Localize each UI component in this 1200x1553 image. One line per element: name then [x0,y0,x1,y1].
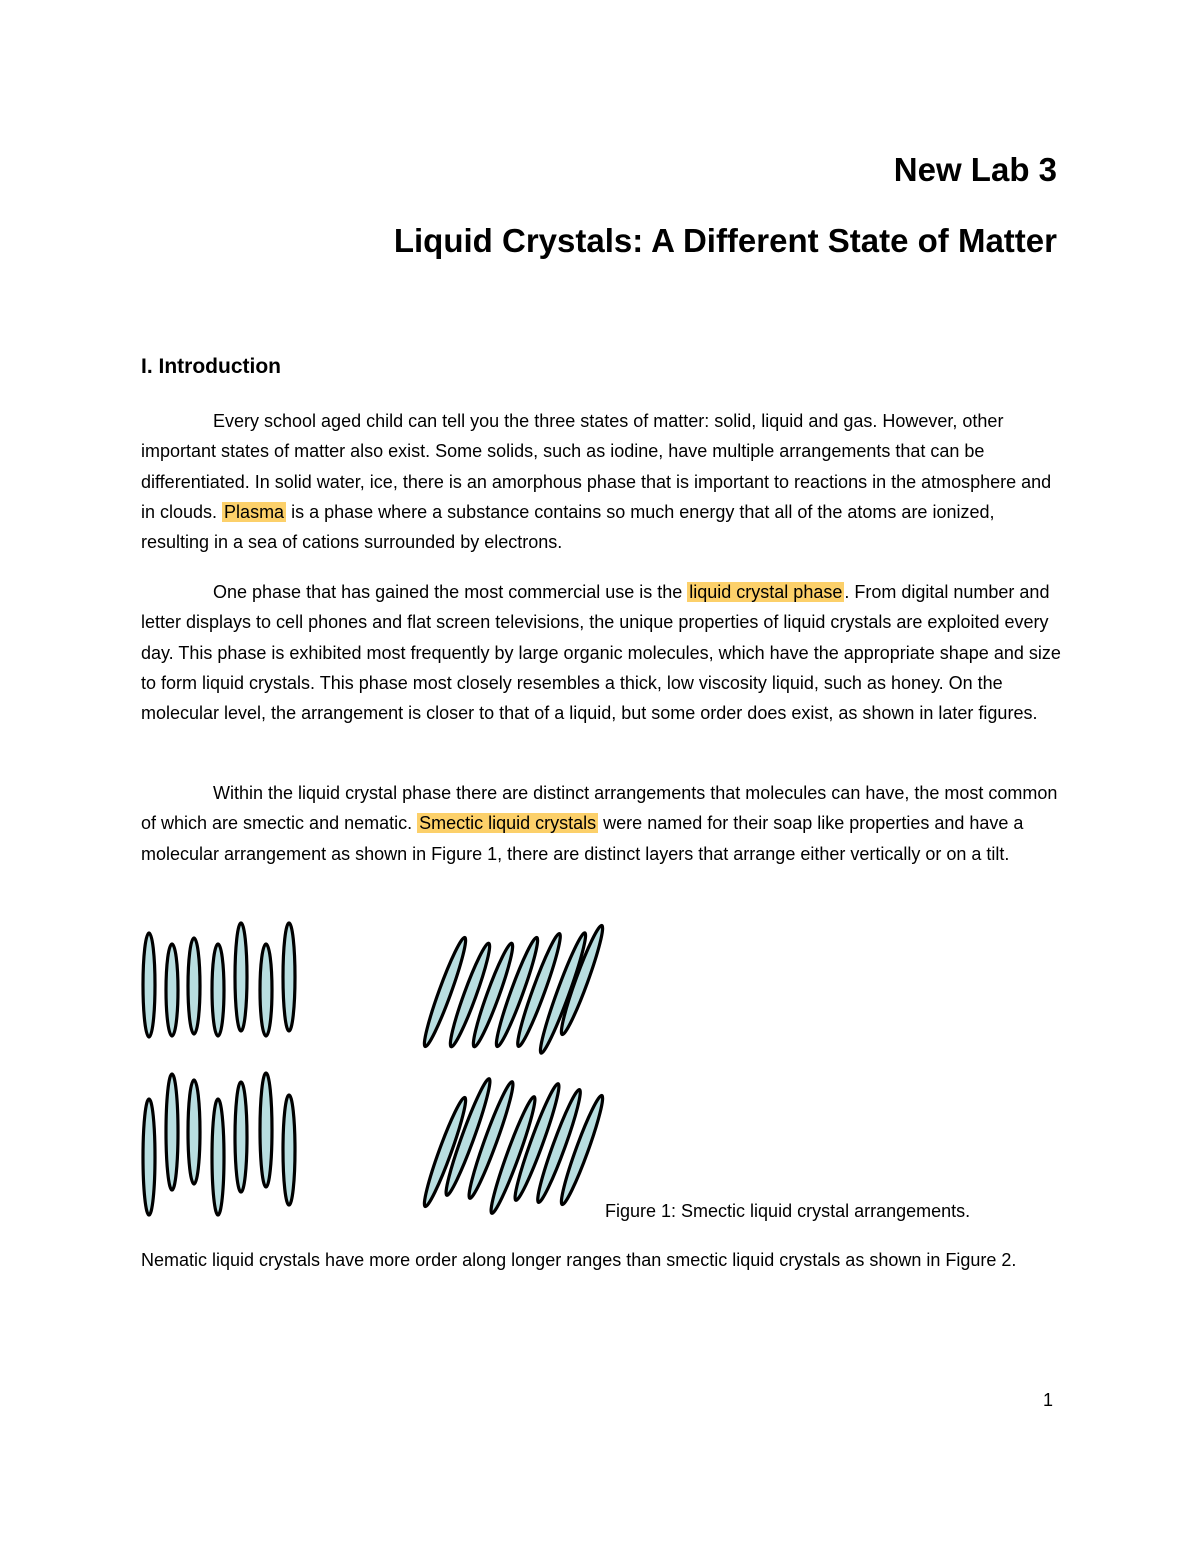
molecule [235,1082,247,1192]
molecule [283,923,295,1031]
highlighted-term: liquid crystal phase [689,582,843,602]
paragraph-text: is a phase where a substance contains so much energy that all of the atoms are ionized, resulting in a sea of cations surrounded by electrons. [141,501,995,553]
molecule [188,1080,200,1184]
molecule [235,923,247,1031]
tilted-layer-bottom [420,1077,608,1216]
molecule [212,944,224,1036]
paragraph-text: . From digital number and letter displays to cell phones and flat screen televisions, the unique properties of liquid crystals are exploited every day. This phase is exhibited most frequently by large organic molecules, which have the appropriate shape and size to form liquid crystals. This phase most closely resembles a thick, low viscosity liquid, such as honey. On the molecular level, the arrangement is closer to that of a liquid, but some order does exist, as shown in later figures. [141,582,1061,724]
molecule [166,1074,178,1190]
intro-paragraph-2 [141,577,1061,728]
molecule [283,1095,295,1205]
smectic-diagram [135,912,615,1222]
highlighted-term: Smectic liquid crystals [419,813,597,834]
paragraph-text: One phase that has gained the most commercial use is the [213,582,688,602]
smectic-figure [135,912,615,1222]
molecule [260,944,272,1036]
document-title: Liquid Crystals: A Different State of Matter [393,222,1057,259]
tilted-layer-top [420,923,608,1055]
intro-paragraph-3 [141,778,1061,869]
section-heading: I. Introduction [141,355,281,378]
figure-caption: Figure 1: Smectic liquid crystal arrangements. [605,1201,971,1221]
paragraph-text: Within the liquid crystal phase there are distinct arrangements that molecules can have, the most common of which are smectic and nematic. [141,783,1058,834]
molecule [143,933,155,1037]
paragraph-text: were named for their soap like properties and have a molecular arrangement as shown in Figure 1, there are distinct layers that arrange either vertically or on a tilt. [141,813,1024,864]
highlighted-term: Plasma [224,501,285,522]
molecule [188,938,200,1034]
vertical-layer-top [143,923,295,1037]
intro-paragraph-4: Nematic liquid crystals have more order along longer ranges than smectic liquid crystals as shown in Figure 2. [141,1250,1017,1270]
paragraph-text: Every school aged child can tell you the three states of matter: solid, liquid and gas. However, other important states of matter also exist. Some solids, such as iodine, have multiple arrangements that can be differentiated. In solid water, ice, there is an amorphous phase that is important to reactions in the atmosphere and in clouds. [141,411,1052,522]
molecule [260,1073,272,1187]
molecule [212,1099,224,1215]
vertical-layer-bottom [143,1073,295,1215]
molecule [166,944,178,1036]
molecule [143,1099,155,1215]
intro-paragraph-1 [141,406,1061,557]
page-number: 1 [1043,1390,1054,1410]
lab-number: New Lab 3 [893,151,1057,188]
